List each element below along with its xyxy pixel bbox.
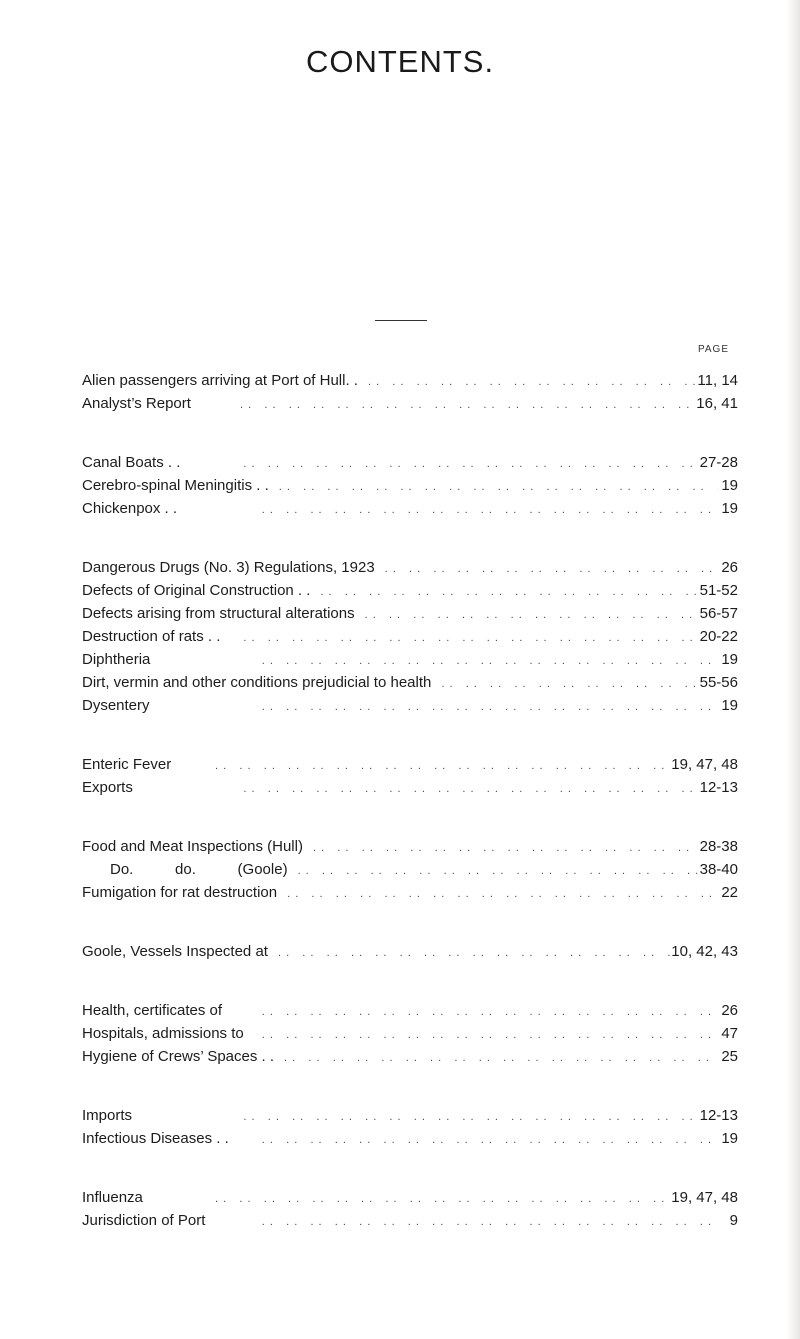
leader-dots — [320, 581, 699, 604]
entry-pages: 12-13 — [699, 1107, 738, 1124]
contents-entry — [82, 776, 738, 799]
leader-dots — [287, 883, 718, 906]
leader-dots — [385, 558, 718, 581]
entry-pages: 19 — [721, 477, 738, 494]
contents-entry — [82, 1022, 738, 1045]
entry-label: Analyst’s Report — [82, 395, 191, 412]
entry-label: Diphtheria — [82, 651, 151, 668]
leader-dots — [254, 1024, 718, 1047]
entry-label: Infectious Diseases . . — [82, 1130, 229, 1147]
entry-pages: 55-56 — [699, 674, 738, 691]
page-column-label: PAGE — [697, 344, 729, 355]
contents-entry — [82, 625, 738, 648]
entry-pages: 12-13 — [699, 779, 738, 796]
contents-entry — [82, 753, 738, 776]
entry-label: Dirt, vermin and other conditions prejudicial to health — [82, 674, 432, 691]
leader-dots — [181, 755, 671, 778]
contents-entry — [82, 451, 738, 474]
entry-pages: 28-38 — [699, 838, 738, 855]
leader-dots — [142, 1106, 700, 1129]
leader-dots — [143, 778, 700, 801]
leader-dots — [201, 394, 696, 417]
entry-label: Canal Boats . . — [82, 454, 181, 471]
contents-entry — [82, 940, 738, 963]
leader-dots — [278, 942, 671, 965]
leader-dots — [239, 1129, 718, 1152]
entry-label: Defects arising from structural alterations — [82, 605, 355, 622]
entry-label: Cerebro-spinal Meningitis . . — [82, 477, 269, 494]
contents-entry — [82, 602, 738, 625]
entry-label: Do. do. (Goole) — [110, 861, 288, 878]
entry-label: Hygiene of Crews’ Spaces . . — [82, 1048, 275, 1065]
entry-pages: 19, 47, 48 — [671, 1189, 738, 1206]
entry-pages: 11, 14 — [697, 372, 738, 389]
leader-dots — [187, 499, 718, 522]
contents-entry — [82, 881, 738, 904]
entry-pages: 20-22 — [699, 628, 738, 645]
contents-entry — [82, 474, 738, 497]
contents-entry — [82, 497, 738, 520]
entry-pages: 26 — [721, 1002, 738, 1019]
entry-pages: 16, 41 — [696, 395, 738, 412]
page-title: CONTENTS. — [305, 44, 495, 79]
contents-entry — [82, 579, 738, 602]
entry-label: Influenza — [82, 1189, 143, 1206]
entry-label: Dysentery — [82, 697, 150, 714]
entry-pages: 10, 42, 43 — [671, 943, 738, 960]
contents-entry — [82, 999, 738, 1022]
entry-pages: 47 — [721, 1025, 738, 1042]
entry-pages: 19 — [721, 697, 738, 714]
entry-label: Health, certificates of — [82, 1002, 223, 1019]
leader-dots — [190, 453, 699, 476]
leader-dots — [153, 1188, 671, 1211]
entry-pages: 38-40 — [699, 861, 738, 878]
entry-pages: 9 — [729, 1212, 738, 1229]
contents-entry — [82, 1186, 738, 1209]
leader-dots — [232, 1001, 718, 1024]
entry-label: Dangerous Drugs (No. 3) Regulations, 1923 — [82, 559, 375, 576]
contents-entry — [82, 369, 738, 392]
contents-list — [82, 369, 738, 1232]
page-edge-shadow — [786, 0, 800, 1339]
leader-dots — [160, 696, 718, 719]
leader-dots — [441, 673, 699, 696]
entry-label: Enteric Fever — [82, 756, 172, 773]
contents-entry — [82, 694, 738, 717]
contents-entry — [82, 392, 738, 415]
entry-pages: 19 — [721, 500, 738, 517]
contents-entry — [82, 648, 738, 671]
entry-label: Defects of Original Construction . . — [82, 582, 311, 599]
entry-label: Destruction of rats . . — [82, 628, 221, 645]
contents-entry — [82, 1209, 738, 1232]
leader-dots — [368, 371, 697, 394]
entry-label: Chickenpox . . — [82, 500, 178, 517]
entry-pages: 19 — [721, 651, 738, 668]
entry-pages: 27-28 — [699, 454, 738, 471]
entry-label: Alien passengers arriving at Port of Hull. . — [82, 372, 358, 389]
leader-dots — [279, 476, 718, 499]
entry-label: Exports — [82, 779, 133, 796]
title-rule — [375, 320, 427, 321]
contents-entry — [82, 671, 738, 694]
entry-pages: 22 — [721, 884, 738, 901]
entry-pages: 26 — [721, 559, 738, 576]
leader-dots — [160, 650, 718, 673]
entry-pages: 19 — [721, 1130, 738, 1147]
entry-pages: 56-57 — [699, 605, 738, 622]
entry-label: Jurisdiction of Port — [82, 1212, 206, 1229]
contents-entry — [82, 1104, 738, 1127]
leader-dots — [284, 1047, 718, 1070]
contents-entry — [82, 835, 738, 858]
leader-dots — [313, 837, 700, 860]
contents-entry — [82, 556, 738, 579]
entry-label: Imports — [82, 1107, 133, 1124]
leader-dots — [298, 860, 700, 883]
leader-dots — [230, 627, 699, 650]
contents-entry — [82, 1045, 738, 1068]
entry-pages: 51-52 — [699, 582, 738, 599]
entry-label: Fumigation for rat destruction — [82, 884, 278, 901]
entry-pages: 19, 47, 48 — [671, 756, 738, 773]
entry-label: Hospitals, admissions to — [82, 1025, 244, 1042]
leader-dots — [215, 1211, 718, 1234]
entry-label: Food and Meat Inspections (Hull) — [82, 838, 303, 855]
entry-pages: 25 — [721, 1048, 738, 1065]
entry-label: Goole, Vessels Inspected at — [82, 943, 268, 960]
contents-entry — [82, 858, 738, 881]
contents-entry — [82, 1127, 738, 1150]
leader-dots — [365, 604, 700, 627]
